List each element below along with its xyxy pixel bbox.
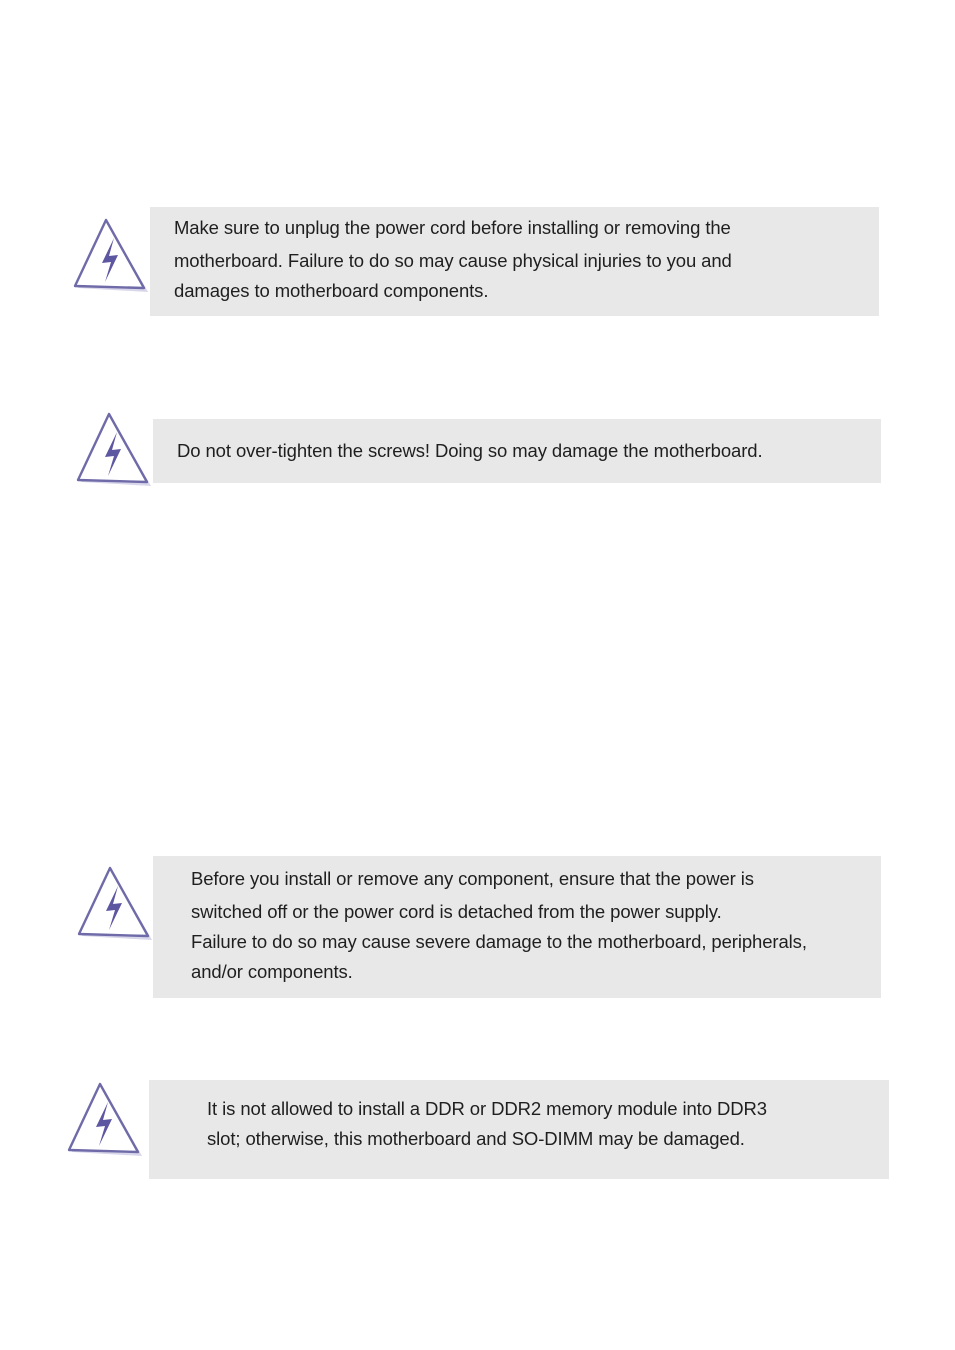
high-voltage-warning-icon: [75, 412, 155, 490]
warning-text: [177, 436, 763, 466]
warning-text: [174, 213, 732, 306]
warning-line: Do not over-tighten the screws! Doing so may damage the motherboard.: [177, 440, 763, 461]
warning-line: Failure to do so may cause severe damage to the motherboard, peripherals,: [191, 931, 807, 952]
warning-line: damages to motherboard components.: [174, 280, 489, 301]
warning-line: switched off or the power cord is detached from the power supply.: [191, 901, 722, 922]
warning-line: Make sure to unplug the power cord before installing or removing the: [174, 217, 731, 238]
warning-line: Before you install or remove any component, ensure that the power is: [191, 868, 754, 889]
high-voltage-warning-icon: [66, 1082, 146, 1160]
high-voltage-warning-icon: [72, 218, 152, 296]
warning-line: motherboard. Failure to do so may cause physical injuries to you and: [174, 250, 732, 271]
warning-text: [191, 864, 807, 987]
warning-line: and/or components.: [191, 961, 353, 982]
warning-line: slot; otherwise, this motherboard and SO-DIMM may be damaged.: [207, 1128, 745, 1149]
warning-text: [207, 1094, 767, 1154]
high-voltage-warning-icon: [76, 866, 156, 944]
warning-line: It is not allowed to install a DDR or DDR2 memory module into DDR3: [207, 1098, 767, 1119]
